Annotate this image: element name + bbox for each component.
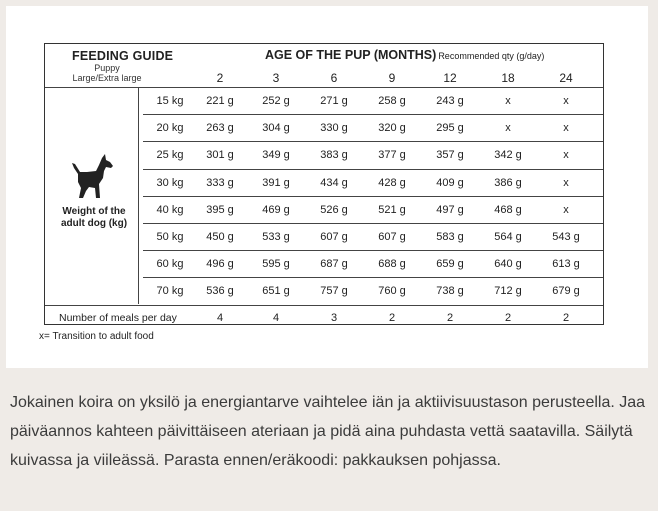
- quantity-cell: x: [563, 95, 569, 107]
- quantity-cell: 450 g: [206, 231, 234, 243]
- age-column-header: 9: [388, 71, 396, 85]
- quantity-cell: 243 g: [436, 95, 464, 107]
- row-divider: [143, 277, 603, 278]
- row-divider: [143, 250, 603, 251]
- quantity-cell: 271 g: [320, 95, 348, 107]
- meals-cell: 3: [330, 312, 338, 324]
- description-text: Jokainen koira on yksilö ja energiantarve vaihtelee iän ja aktiivisuustason perusteella. Jaa päiväannos kahteen päivittäiseen ateriaan ja pidä aina puhdasta vettä saatavilla. Säilytä kuivassa ja viileässä. Parasta ennen/eräkoodi: pakkauksen pohjassa.: [10, 394, 646, 469]
- quantity-cell: 712 g: [494, 285, 522, 298]
- quantity-cell: 679 g: [552, 285, 580, 298]
- age-column-header: 3: [272, 71, 280, 85]
- quantity-cell: 330 g: [320, 122, 348, 135]
- quantity-cell: x: [505, 95, 511, 107]
- quantity-cell: 543 g: [552, 231, 580, 243]
- quantity-cell: 391 g: [262, 176, 290, 189]
- quantity-cell: 496 g: [206, 258, 234, 271]
- meals-cell: 4: [272, 312, 280, 324]
- meals-cell: 2: [562, 312, 570, 324]
- quantity-cell: 659 g: [436, 258, 464, 271]
- quantity-cell: 428 g: [378, 176, 406, 189]
- quantity-cell: 521 g: [378, 203, 406, 216]
- quantity-cell: 409 g: [436, 176, 464, 189]
- quantity-cell: 583 g: [436, 231, 464, 243]
- size-label: Large/Extra large: [72, 73, 142, 83]
- quantity-cell: 304 g: [262, 122, 290, 135]
- quantity-cell: 688 g: [378, 258, 406, 271]
- quantity-cell: 383 g: [320, 149, 348, 162]
- age-column-header: 24: [559, 71, 573, 85]
- quantity-cell: 295 g: [436, 122, 464, 135]
- feeding-guide-card: [6, 6, 648, 368]
- quantity-cell: x: [563, 176, 569, 189]
- age-column-header: 6: [330, 71, 338, 85]
- quantity-cell: x: [563, 122, 569, 135]
- quantity-cell: 434 g: [320, 176, 348, 189]
- meals-divider: [45, 305, 603, 306]
- quantity-cell: 320 g: [378, 122, 406, 135]
- age-column-header: 2: [216, 71, 224, 85]
- quantity-cell: 595 g: [262, 258, 290, 271]
- quantity-cell: 738 g: [436, 285, 464, 298]
- quantity-cell: 497 g: [436, 203, 464, 216]
- quantity-cell: 301 g: [206, 149, 234, 162]
- weight-cell: 15 kg: [156, 95, 184, 107]
- quantity-cell: x: [563, 149, 569, 162]
- age-column-header: 18: [501, 71, 515, 85]
- meals-cell: 2: [504, 312, 512, 324]
- feeding-guide-table: [44, 43, 604, 325]
- quantity-cell: 377 g: [378, 149, 406, 162]
- quantity-cell: 613 g: [552, 258, 580, 271]
- age-heading: AGE OF THE PUP (MONTHS) Recommended qty (g/day): [265, 48, 545, 62]
- meals-cell: 2: [446, 312, 454, 324]
- quantity-cell: 760 g: [378, 285, 406, 298]
- weight-label: Weight of the adult dog (kg): [60, 206, 128, 229]
- weight-cell: 20 kg: [156, 122, 184, 135]
- quantity-cell: 221 g: [206, 95, 234, 107]
- weight-cell: 25 kg: [156, 149, 184, 162]
- puppy-label: Puppy: [94, 63, 120, 73]
- meals-cell: 2: [388, 312, 396, 324]
- quantity-cell: 651 g: [262, 285, 290, 298]
- row-divider: [143, 169, 603, 170]
- row-divider: [143, 196, 603, 197]
- quantity-cell: 258 g: [378, 95, 406, 107]
- quantity-cell: 687 g: [320, 258, 348, 271]
- quantity-cell: 468 g: [494, 203, 522, 216]
- weight-cell: 60 kg: [156, 258, 184, 271]
- quantity-cell: x: [563, 203, 569, 216]
- row-divider: [143, 141, 603, 142]
- meals-label: Number of meals per day: [59, 312, 177, 324]
- recommended-qty-note: Recommended qty (g/day): [438, 51, 545, 61]
- quantity-cell: 263 g: [206, 122, 234, 135]
- quantity-cell: 536 g: [206, 285, 234, 298]
- quantity-cell: 564 g: [494, 231, 522, 243]
- quantity-cell: 640 g: [494, 258, 522, 271]
- quantity-cell: 469 g: [262, 203, 290, 216]
- quantity-cell: 533 g: [262, 231, 290, 243]
- quantity-cell: 757 g: [320, 285, 348, 298]
- weight-cell: 50 kg: [156, 231, 184, 243]
- label-column-divider: [138, 87, 139, 304]
- header-divider: [45, 87, 603, 88]
- quantity-cell: 607 g: [320, 231, 348, 243]
- feeding-guide-title: FEEDING GUIDE: [72, 49, 174, 63]
- legend-note: x= Transition to adult food: [39, 331, 154, 342]
- row-divider: [143, 114, 603, 115]
- weight-cell: 30 kg: [156, 176, 184, 189]
- quantity-cell: 349 g: [262, 149, 290, 162]
- weight-cell: 70 kg: [156, 285, 184, 298]
- quantity-cell: 386 g: [494, 176, 522, 189]
- quantity-cell: 395 g: [206, 203, 234, 216]
- quantity-cell: x: [505, 122, 511, 135]
- quantity-cell: 333 g: [206, 176, 234, 189]
- meals-cell: 4: [216, 312, 224, 324]
- quantity-cell: 342 g: [494, 149, 522, 162]
- quantity-cell: 526 g: [320, 203, 348, 216]
- quantity-cell: 607 g: [378, 231, 406, 243]
- age-column-header: 12: [443, 71, 457, 85]
- dog-icon: [69, 154, 117, 200]
- row-divider: [143, 223, 603, 224]
- quantity-cell: 252 g: [262, 95, 290, 107]
- weight-cell: 40 kg: [156, 203, 184, 216]
- quantity-cell: 357 g: [436, 149, 464, 162]
